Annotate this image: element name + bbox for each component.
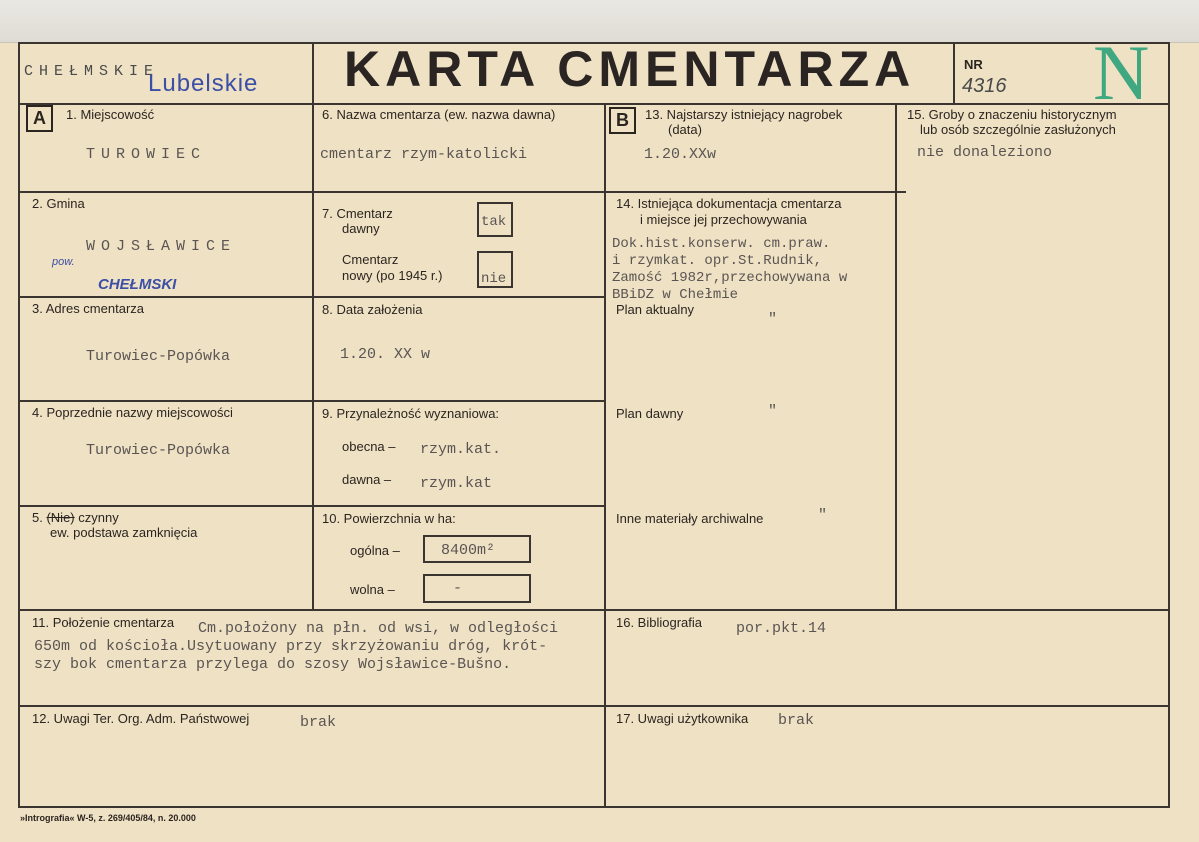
stamp-new-voivodeship: Lubelskie bbox=[148, 70, 259, 97]
pow-label: pow. bbox=[52, 256, 75, 268]
field-16-value: por.pkt.14 bbox=[736, 620, 827, 637]
field-12-value: brak bbox=[300, 714, 337, 731]
page-title: KARTA CMENTARZA bbox=[344, 41, 916, 97]
field-13-label-b: (data) bbox=[668, 122, 702, 137]
field-4-value: Turowiec-Popówka bbox=[86, 442, 231, 459]
mounting-tape bbox=[0, 0, 1199, 43]
field-7-label-b: dawny bbox=[342, 221, 380, 236]
field-14-line-1: Dok.hist.konserw. cm.praw. bbox=[612, 236, 831, 252]
nowy-value: nie bbox=[481, 271, 507, 287]
row-divider-6 bbox=[18, 705, 1170, 707]
plan-dawny-label: Plan dawny bbox=[616, 406, 684, 421]
field-9-label: 9. Przynależność wyznaniowa: bbox=[322, 406, 500, 421]
header-divider bbox=[18, 103, 1170, 105]
inne-materialy-ditto: " bbox=[818, 507, 828, 524]
dawna-label: dawna – bbox=[342, 472, 392, 487]
nowy-checkbox bbox=[477, 251, 513, 288]
field-3-label: 3. Adres cmentarza bbox=[32, 301, 144, 316]
field-1-value: TUROWIEC bbox=[86, 146, 207, 163]
nowy-label: Cmentarz bbox=[342, 252, 399, 267]
field-6-value: cmentarz rzym-katolicki bbox=[320, 146, 528, 163]
nr-label: NR bbox=[964, 57, 983, 72]
row-divider-3 bbox=[18, 400, 605, 402]
obecna-value: rzym.kat. bbox=[420, 441, 502, 458]
field-14-line-2: i rzymkat. opr.St.Rudnik, bbox=[612, 253, 823, 269]
category-letter: N bbox=[1093, 29, 1150, 116]
field-14-label: 14. Istniejąca dokumentacja cmentarza bbox=[616, 196, 842, 211]
wolna-label: wolna – bbox=[350, 582, 395, 597]
col-divider-1 bbox=[312, 42, 314, 610]
ogolna-label: ogólna – bbox=[350, 543, 400, 558]
field-5-struck: (Nie) bbox=[46, 510, 75, 525]
field-8-value: 1.20. XX w bbox=[340, 346, 431, 363]
field-5-status: czynny bbox=[74, 510, 119, 525]
field-11-line-1: Cm.położony na płn. od wsi, w odległości bbox=[198, 620, 559, 637]
section-b-badge: B bbox=[609, 107, 636, 134]
ogolna-value: 8400m² bbox=[441, 542, 496, 559]
plan-aktualny-label: Plan aktualny bbox=[616, 302, 695, 317]
district-value: CHEŁMSKI bbox=[98, 276, 177, 293]
field-3-value: Turowiec-Popówka bbox=[86, 348, 231, 365]
field-6-label: 6. Nazwa cmentarza (ew. nazwa dawna) bbox=[322, 107, 556, 122]
nr-value: 4316 bbox=[962, 75, 1007, 97]
field-15-label-b: lub osób szczególnie zasłużonych bbox=[920, 122, 1116, 137]
field-13-value: 1.20.XXw bbox=[644, 146, 717, 163]
field-15-value: nie donaleziono bbox=[917, 144, 1053, 161]
field-2-value: WOJSŁAWICE bbox=[86, 238, 237, 255]
field-16-label: 16. Bibliografia bbox=[616, 615, 702, 630]
row-divider-5 bbox=[18, 609, 1170, 611]
plan-dawny-ditto: " bbox=[768, 403, 778, 420]
row-divider-4 bbox=[18, 505, 605, 507]
section-a-badge: A bbox=[26, 105, 53, 132]
wolna-box bbox=[423, 574, 531, 603]
field-11-line-2: 650m od kościoła.Usytuowany przy skrzyżowaniu dróg, krót- bbox=[34, 638, 548, 655]
nr-divider bbox=[953, 42, 955, 103]
plan-aktualny-ditto: " bbox=[768, 311, 778, 328]
stamp-old-voivodeship: CHEŁMSKIE bbox=[24, 63, 160, 80]
field-5-label-2: ew. podstawa zamknięcia bbox=[50, 525, 198, 540]
dawny-checkbox bbox=[477, 202, 513, 237]
field-2-label: 2. Gmina bbox=[32, 196, 85, 211]
field-17-value: brak bbox=[778, 712, 815, 729]
obecna-label: obecna – bbox=[342, 439, 396, 454]
field-14-label-b: i miejsce jej przechowywania bbox=[640, 212, 807, 227]
field-10-label: 10. Powierzchnia w ha: bbox=[322, 511, 456, 526]
row-divider-1 bbox=[18, 191, 906, 193]
col-divider-3 bbox=[895, 103, 897, 610]
wolna-value: - bbox=[453, 580, 463, 597]
col-divider-2 bbox=[604, 103, 606, 806]
field-1-label: 1. Miejscowość bbox=[66, 107, 155, 122]
field-7-label: 7. Cmentarz bbox=[322, 206, 393, 221]
field-11-line-3: szy bok cmentarza przylega do szosy Wojsławice-Bušno. bbox=[34, 656, 512, 673]
field-14-line-3: Zamość 1982r,przechowywana w bbox=[612, 270, 848, 286]
field-5-number: 5. bbox=[32, 510, 43, 525]
field-11-label: 11. Położenie cmentarza bbox=[32, 615, 175, 630]
ogolna-box bbox=[423, 535, 531, 563]
nowy-label-b: nowy (po 1945 r.) bbox=[342, 268, 443, 283]
row-divider-2 bbox=[18, 296, 605, 298]
field-5-label bbox=[32, 510, 119, 525]
dawny-value: tak bbox=[481, 214, 507, 230]
field-14-line-4: BBiDZ w Chełmie bbox=[612, 287, 739, 303]
field-4-label: 4. Poprzednie nazwy miejscowości bbox=[32, 405, 233, 420]
print-footer: »Intrografia« W-5, z. 269/405/84, n. 20.000 bbox=[20, 813, 196, 823]
field-13-label: 13. Najstarszy istniejący nagrobek bbox=[645, 107, 843, 122]
field-8-label: 8. Data założenia bbox=[322, 302, 423, 317]
field-15-label: 15. Groby o znaczeniu historycznym bbox=[907, 107, 1117, 122]
dawna-value: rzym.kat bbox=[420, 475, 493, 492]
inne-materialy-label: Inne materiały archiwalne bbox=[616, 511, 764, 526]
field-12-label: 12. Uwagi Ter. Org. Adm. Państwowej bbox=[32, 711, 250, 726]
field-17-label: 17. Uwagi użytkownika bbox=[616, 711, 749, 726]
